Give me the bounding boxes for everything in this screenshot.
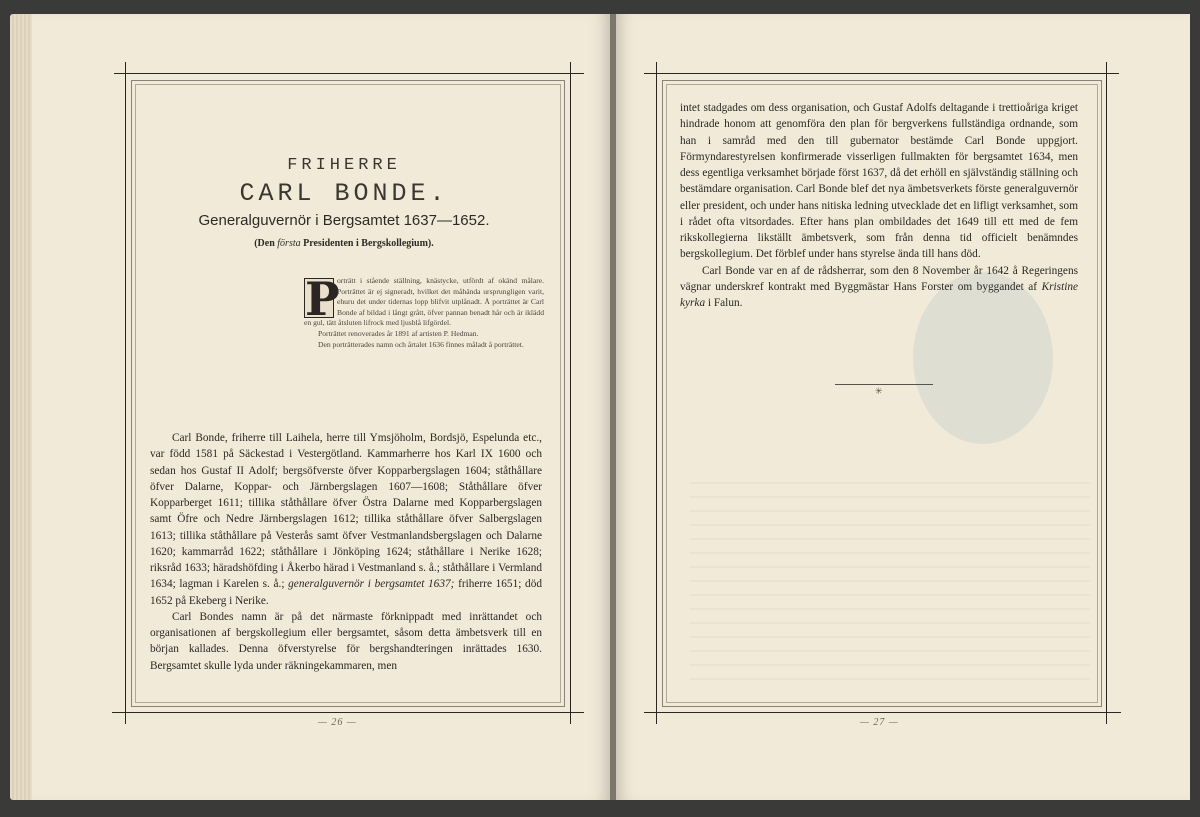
- page-number: — 27 —: [860, 717, 899, 728]
- frame-left-line: [125, 62, 126, 724]
- body-text-span: friherre 1651; död 1652 på Ekeberg i Nerike.: [150, 578, 542, 607]
- body-text-span: Carl Bonde, friherre till Laihela, herre till Ymsjöholm, Bordsjö, Espelunda etc., var född 1581 på Säckestad i Vestergötland. Kammarherre hos Karl IX 1600 och sedan hos Gustaf II Adolf; bergsöfverste öfver Kopparbergslagen 1604; ståthållare öfver Dalarne, Koppar- och Järnbergslagen 1607—1608; Ståthållare öfver Kopparberget 1611; tillika ståthållare öfver Östra Dalarne med Kopparbergslagen samt Öfre och Nedre Järnbergslagen 1612; tillika ståthållare öfver Salbergslagen 1613; tillika ståthållare på Vesterås samt öfver Vestmanlandsbergslagen och Dalarne 1620; kammarråd 1622; ståthållare i Jönköping 1624; ståthållare i Nerike 1628; riksråd 1633; häradshöfding i Åkerbo härad i Vestmanland s. å.; ståthållare i Vermland 1634; lagman i Karelen s. å.;: [150, 432, 542, 591]
- frame-bottom-line: [644, 712, 1121, 713]
- frame-right-line: [570, 62, 571, 724]
- subtitle-secondary-open: (Den: [254, 238, 275, 249]
- body-paragraph: intet stadgades om dess organisation, och Gustaf Adolfs deltagande i trettioåriga kriget hindrade honom att genomföra den plan för bergverkens fullständiga ordnande, som han i samråd med den till gubernator bestämde Carl Bonde uppgjort. Förmyndarestyrelsen konfirmerade visserligen fullmakten för bergsamtet 1634, men dess egentliga verksamhet började först 1637, då det erhöll en självständig ställning och bestämdare organisation. Carl Bonde blef det nya ämbetsverkets förste generalguvernör eller president, och under hans nitiska ledning utvecklade det en lifligt verksamhet, som i rådet ofta vitsordades. Efter hans plan ombildades det 1649 till ett med de fem rikskollegierna likställt ämbetsverk, som från denna tid officielt benämndes bergskollegium. Det förblef under hans styrelse ända till hans död.: [680, 102, 1078, 261]
- subtitle-secondary-rest: Presidenten i Bergskollegium).: [303, 238, 434, 249]
- subtitle-secondary-emphasis: första: [277, 238, 301, 249]
- body-paragraph: [680, 263, 1078, 312]
- end-rule: [835, 384, 933, 385]
- right-body-text: [680, 100, 1078, 311]
- subtitle: Generalguvernör i Bergsamtet 1637—1652.: [198, 212, 490, 229]
- frame-top-line: [644, 73, 1119, 74]
- title-name: CARL BONDE.: [239, 179, 449, 208]
- title-friherre: FRIHERRE: [287, 156, 401, 175]
- portrait-paragraph: Den porträtterades namn och årtalet 1636 finnes måladt å porträttet.: [318, 339, 524, 349]
- body-paragraph: Carl Bondes namn är på det närmaste förknippadt med inrättandet och organisationen af bergskollegium eller bergsamtet, såsom detta ämbetsverk till en början kallades. Denna öfverstyrelse för bergshandteringen inrättades 1630. Bergsamtet skulle lyda under räkningekammaren, men: [150, 610, 542, 672]
- portrait-description: [304, 272, 544, 350]
- body-paragraph: [150, 430, 542, 609]
- page-number: — 26 —: [318, 717, 357, 728]
- show-through-text: [690, 470, 1090, 690]
- body-text-emphasis: generalguvernör i bergsamtet 1637;: [288, 578, 455, 591]
- frame-left-line: [656, 62, 657, 724]
- ornament-icon: ✳: [875, 386, 883, 396]
- left-body-text: [150, 430, 542, 674]
- body-text-emphasis: Kristine kyrka: [680, 280, 1079, 309]
- frame-bottom-line: [112, 712, 584, 713]
- frame-top-line: [114, 73, 584, 74]
- frame-right-line: [1106, 62, 1107, 724]
- drop-cap: P: [305, 272, 340, 326]
- body-text-span: Carl Bonde var en af de rådsherrar, som den 8 November år 1642 å Regeringens vägnar underskref kontrakt med Byggmästar Hans Forster om byggandet af: [680, 264, 1078, 293]
- portrait-paragraph: orträtt i stående ställning, knästycke, utfördt af okänd målare. Porträttet är ej signeradt, hvilket det måhända ursprungligen varit, ehuru det under tidernas lopp blifvit utplånadt. Å porträttet är Carl Bonde af bildad i långt grått, öfver pannan benadt hår och är iklädd en gul, tätt åtsluten lifrock med ljusblå lifgördel.: [304, 276, 544, 328]
- body-text-span: i Falun.: [707, 297, 743, 309]
- portrait-paragraph: Porträttet renoverades år 1891 af artisten P. Hedman.: [318, 328, 479, 338]
- subtitle-secondary: [130, 238, 558, 249]
